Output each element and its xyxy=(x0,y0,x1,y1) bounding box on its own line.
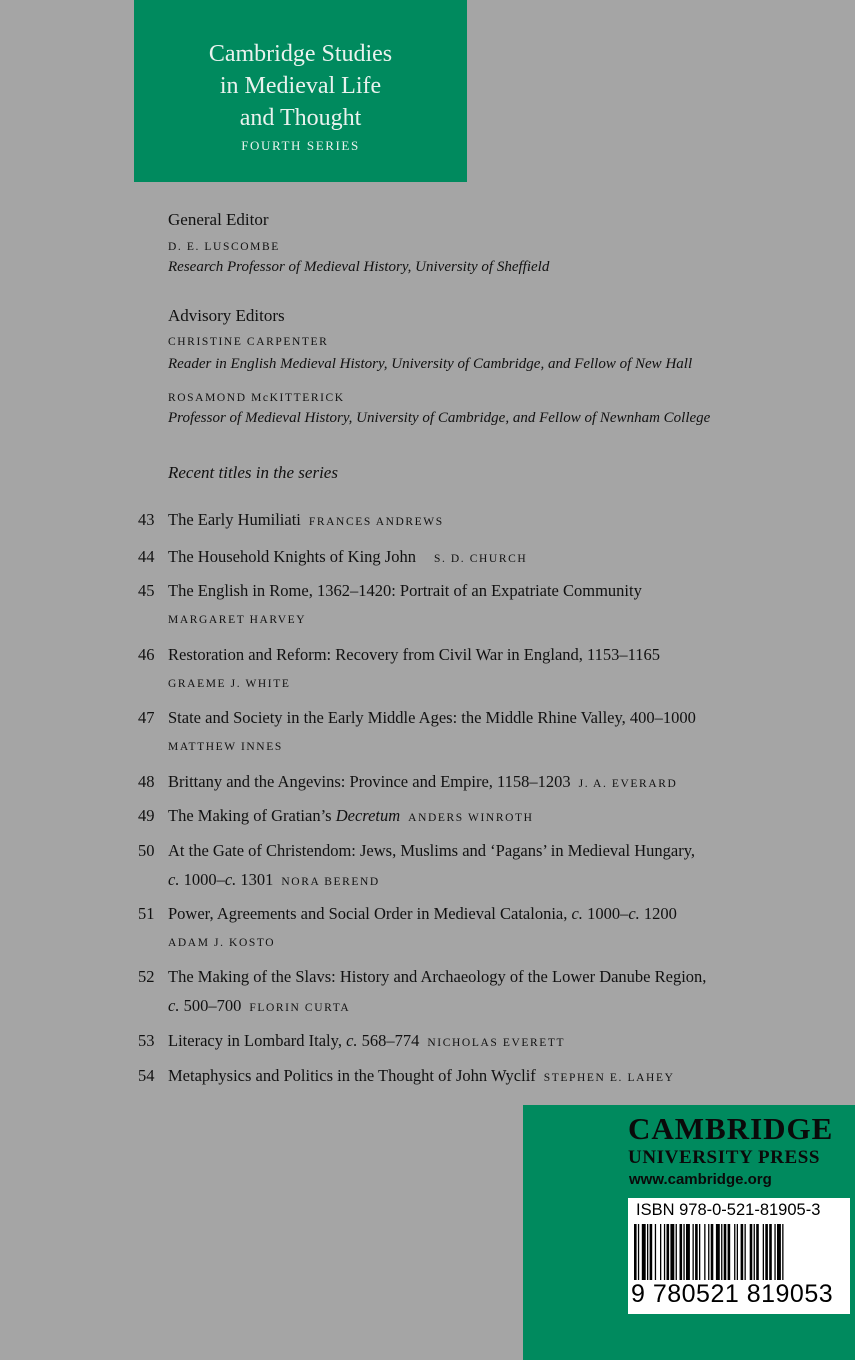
title-author: ANDERS WINROTH xyxy=(408,812,534,824)
title-text: The Household Knights of King John xyxy=(168,547,416,566)
barcode-bar xyxy=(693,1224,694,1280)
barcode-bar xyxy=(695,1224,698,1280)
title-author: NICHOLAS EVERETT xyxy=(427,1037,566,1049)
list-item xyxy=(138,806,534,826)
advisory-editor-affiliation: Reader in English Medieval History, University of Cambridge, and Fellow of New Hall xyxy=(168,356,693,372)
barcode-bar xyxy=(765,1224,768,1280)
series-title-line: Cambridge Studies xyxy=(208,41,393,67)
list-item xyxy=(138,1066,674,1086)
barcode-bar xyxy=(708,1224,709,1280)
barcode-bar xyxy=(763,1224,764,1280)
general-editor-heading: General Editor xyxy=(168,210,269,229)
barcode-bar xyxy=(774,1224,775,1280)
title-text: The Early Humiliati xyxy=(168,510,301,529)
title-text: 1200 xyxy=(639,904,677,923)
title-continuation xyxy=(168,870,380,890)
list-item xyxy=(138,967,706,987)
title-author: S. D. CHURCH xyxy=(433,553,528,565)
title-text: Metaphysics and Politics in the Thought of John Wyclif xyxy=(168,1066,536,1085)
title-text: 1000– xyxy=(179,870,225,889)
recent-titles-heading: Recent titles in the series xyxy=(168,463,338,482)
title-author: GRAEME J. WHITE xyxy=(168,678,291,690)
barcode-bar xyxy=(756,1224,759,1280)
advisory-editor-affiliation: Professor of Medieval History, University of Cambridge, and Fellow of Newnham College xyxy=(168,410,711,426)
barcode-bar xyxy=(647,1224,648,1280)
barcode-bar xyxy=(741,1224,744,1280)
barcode-bar xyxy=(699,1224,700,1280)
title-text-italic: c. xyxy=(168,870,180,889)
barcode-bar xyxy=(638,1224,639,1280)
barcode-bar xyxy=(655,1224,656,1280)
barcode-bar xyxy=(660,1224,661,1280)
series-title-box xyxy=(134,0,467,182)
barcode xyxy=(628,1198,850,1314)
list-item xyxy=(138,547,527,567)
title-number: 46 xyxy=(138,645,155,664)
isbn-text: ISBN 978-0-521-81905-3 xyxy=(636,1201,821,1219)
advisory-editors-heading: Advisory Editors xyxy=(168,306,285,325)
title-text-italic: c. xyxy=(571,904,583,923)
series-subtitle: FOURTH SERIES xyxy=(241,138,360,153)
barcode-bar xyxy=(650,1224,653,1280)
title-author: NORA BEREND xyxy=(281,876,380,888)
title-text: 1301 xyxy=(236,870,274,889)
title-author: FLORIN CURTA xyxy=(249,1002,351,1014)
title-text: Restoration and Reform: Recovery from Civil War in England, 1153–1165 xyxy=(168,645,661,664)
barcode-bar xyxy=(721,1224,722,1280)
barcode-bar xyxy=(704,1224,705,1280)
barcode-bar xyxy=(686,1224,690,1280)
title-text: 500–700 xyxy=(179,996,242,1015)
title-text-italic: c. xyxy=(224,870,237,889)
title-number: 51 xyxy=(138,904,155,923)
barcode-bar xyxy=(769,1224,772,1280)
barcode-bar xyxy=(728,1224,731,1280)
general-editor-name: D. E. LUSCOMBE xyxy=(168,241,280,253)
title-text: The Making of the Slavs: History and Archaeology of the Lower Danube Region, xyxy=(168,967,707,986)
barcode-bar xyxy=(750,1224,753,1280)
title-author: J. A. EVERARD xyxy=(578,778,678,790)
ean-digits: 9 780521 819053 xyxy=(631,1280,834,1308)
barcode-bar xyxy=(782,1224,783,1280)
list-item xyxy=(138,772,677,792)
title-number: 49 xyxy=(138,806,155,825)
barcode-bar xyxy=(683,1224,684,1280)
title-text: Power, Agreements and Social Order in Medieval Catalonia, xyxy=(168,904,572,923)
barcode-bar xyxy=(667,1224,670,1280)
title-text: The English in Rome, 1362–1420: Portrait of an Expatriate Community xyxy=(168,581,642,600)
title-text-italic: c. xyxy=(168,996,180,1015)
publisher-name: CAMBRIDGE xyxy=(628,1111,834,1146)
title-number: 45 xyxy=(138,581,155,600)
title-text-italic: c. xyxy=(628,904,640,923)
barcode-bar xyxy=(745,1224,746,1280)
barcode-bar xyxy=(734,1224,735,1280)
title-number: 53 xyxy=(138,1031,155,1050)
barcode-bar xyxy=(754,1224,755,1280)
title-author: MARGARET HARVEY xyxy=(168,614,307,626)
title-text: 568–774 xyxy=(357,1031,420,1050)
list-item xyxy=(138,581,642,601)
publisher-block xyxy=(523,1105,855,1360)
title-text: The Making of Gratian’s xyxy=(168,806,336,825)
barcode-bar xyxy=(716,1224,720,1280)
barcode-bar xyxy=(676,1224,677,1280)
series-title-line: in Medieval Life xyxy=(219,73,382,99)
barcode-bar xyxy=(670,1224,674,1280)
list-item xyxy=(138,841,695,861)
title-number: 47 xyxy=(138,708,155,727)
title-text-italic: c. xyxy=(346,1031,358,1050)
barcode-bar xyxy=(777,1224,781,1280)
title-text: At the Gate of Christendom: Jews, Muslims and ‘Pagans’ in Medieval Hungary, xyxy=(168,841,695,860)
list-item xyxy=(138,708,696,728)
title-text-italic: Decretum xyxy=(335,806,401,825)
title-text: Literacy in Lombard Italy, xyxy=(168,1031,347,1050)
barcode-bar xyxy=(737,1224,738,1280)
barcode-bar xyxy=(711,1224,714,1280)
barcode-bar xyxy=(634,1224,637,1280)
list-item xyxy=(138,904,677,924)
barcode-bar xyxy=(724,1224,727,1280)
general-editor-affiliation: Research Professor of Medieval History, University of Sheffield xyxy=(168,259,550,275)
title-author: MATTHEW INNES xyxy=(168,741,283,753)
series-title-line: and Thought xyxy=(239,105,362,131)
advisory-editor-name: ROSAMOND McKITTERICK xyxy=(168,392,345,404)
publisher-press: UNIVERSITY PRESS xyxy=(628,1147,821,1168)
barcode-bar xyxy=(664,1224,665,1280)
title-number: 50 xyxy=(138,841,155,860)
title-number: 43 xyxy=(138,510,155,529)
title-number: 52 xyxy=(138,967,155,986)
title-continuation xyxy=(168,996,350,1016)
title-author: ADAM J. KOSTO xyxy=(168,937,276,949)
title-text: State and Society in the Early Middle Ages: the Middle Rhine Valley, 400–1000 xyxy=(168,708,696,727)
list-item xyxy=(138,510,444,530)
series-title xyxy=(134,38,467,134)
title-text: Brittany and the Angevins: Province and Empire, 1158–1203 xyxy=(168,772,571,791)
barcode-bar xyxy=(642,1224,646,1280)
advisory-editor-name: CHRISTINE CARPENTER xyxy=(168,336,329,348)
barcode-bar xyxy=(680,1224,683,1280)
title-number: 44 xyxy=(138,547,155,566)
title-author: STEPHEN E. LAHEY xyxy=(543,1072,675,1084)
title-text: 1000– xyxy=(582,904,629,923)
title-number: 48 xyxy=(138,772,155,791)
title-number: 54 xyxy=(138,1066,155,1085)
list-item xyxy=(138,1031,565,1051)
title-author: FRANCES ANDREWS xyxy=(308,516,444,528)
list-item xyxy=(138,645,660,665)
publisher-url: www.cambridge.org xyxy=(629,1171,772,1188)
barcode-bars xyxy=(632,1224,846,1280)
